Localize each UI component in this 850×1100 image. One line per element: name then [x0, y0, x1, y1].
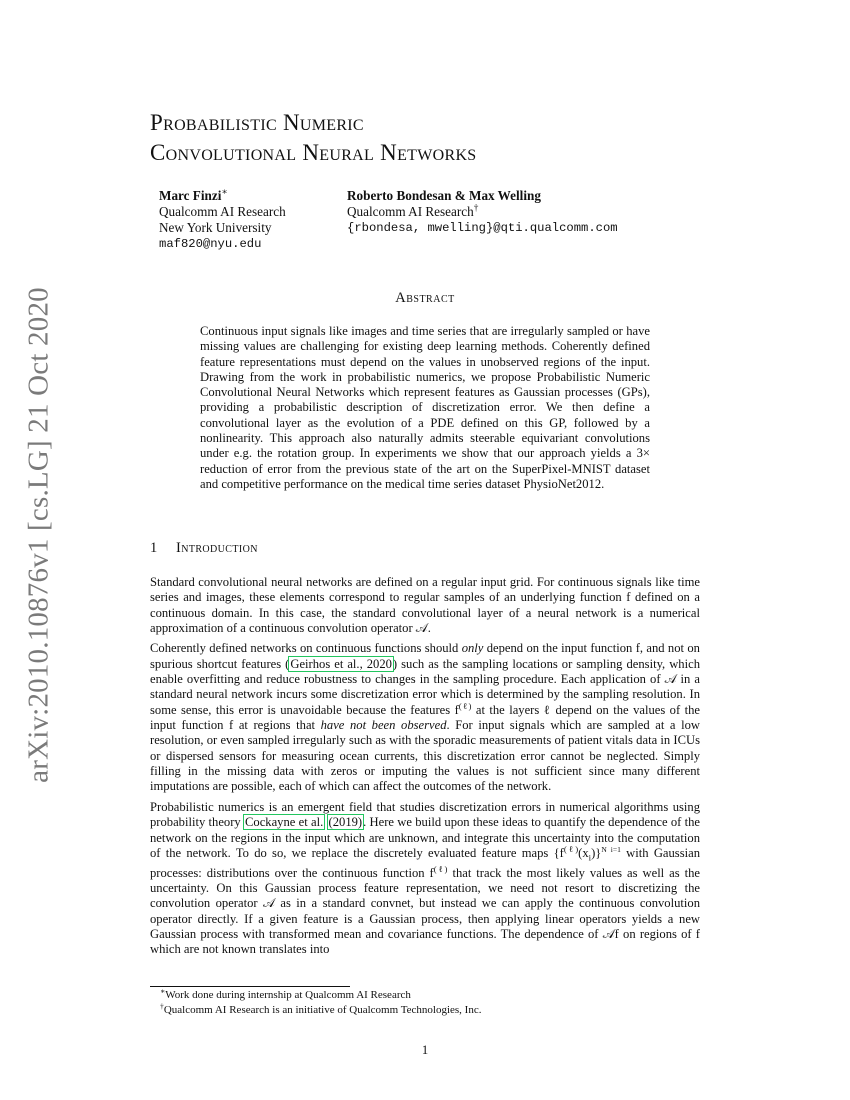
footnote-1: ∗Work done during internship at Qualcomm AI Research	[160, 986, 411, 1001]
section-heading	[150, 540, 258, 557]
author-mark: †	[473, 202, 479, 213]
abstract-text: Continuous input signals like images and time series that are irregularly sampled or have missing values are challenging for existing deep learning methods. Coherently defined feature representations must depend on the values in unobserved regions of the input. Drawing from the work in probabilistic numerics, we propose Probabilistic Numeric Convolutional Neural Networks which represent features as Gaussian processes (GPs), providing a probabilistic description of discretization error. We then define a convolutional layer as the evolution of a PDE defined on this GP, followed by a nonlinearity. This approach also naturally admits steerable equivariant convolutions under e.g. the rotation group. In experiments we show that our approach yields a 3× reduction of error from the previous state of the art on the SuperPixel-MNIST dataset and competitive performance on the medical time series dataset PhysioNet2012.	[200, 324, 650, 491]
title-line-2: Convolutional Neural Networks	[150, 140, 477, 165]
author-mark: ∗	[221, 186, 228, 197]
section-title: Introduction	[176, 540, 258, 556]
citation-link[interactable]: Geirhos et al., 2020	[290, 656, 392, 671]
paragraph-1: Standard convolutional neural networks are defined on a regular input grid. For continuous signals like time series and images, these elements correspond to regular samples of an underlying function f defined on a continuous domain. In this case, the standard convolutional layer of a neural network is a numerical approximation of a continuous convolution operator 𝒜.	[150, 575, 700, 636]
author-email[interactable]: maf820@nyu.edu	[159, 237, 262, 251]
paper-title	[150, 108, 477, 168]
citation-link[interactable]: Cockayne et al.	[245, 815, 324, 830]
paragraph-2: Coherently defined networks on continuous functions should only depend on the input function f, and not on spurious shortcut features (Geirhos et al., 2020) such as the sampling locations or sampling density, which enable overfitting and reduce robustness to changes in the sampling procedure. Each application of 𝒜 in a standard neural network incurs some discretization error which is determined by the sampling resolution. In some sense, this error is unavoidable because the features $f^{(\ell)}$ at the layers ℓ depend on the values of the input function f at regions that have not been observed. For input signals which are sampled at a low resolution, or even sampled irregularly such as with the sporadic measurements of patient vitals data in ICUs or dispersed sensors for measuring ocean currents, this discretization error cannot be neglected. Simply filling in the missing data with zeros or imputing the values is not sufficient since many different imputations are possible, each of which can affect the outcomes of the network.	[150, 641, 700, 794]
footnote-2: †Qualcomm AI Research is an initiative of Qualcomm Technologies, Inc.	[160, 1000, 482, 1016]
author-right	[347, 188, 618, 236]
footnote-divider	[150, 986, 350, 987]
author-name: Marc Finzi	[159, 188, 222, 203]
footnotes	[160, 988, 481, 1017]
author-left	[159, 188, 286, 252]
page-number: 1	[421, 1043, 429, 1057]
author-affiliation: Qualcomm AI Research	[159, 204, 286, 219]
author-name: Roberto Bondesan & Max Welling	[347, 188, 541, 203]
arxiv-sidebar	[15, 287, 63, 783]
section-number: 1	[150, 540, 158, 556]
author-email[interactable]: {rbondesa, mwelling}@qti.qualcomm.com	[347, 221, 618, 235]
arxiv-identifier: arXiv:2010.10876v1 [cs.LG] 21 Oct 2020	[22, 287, 55, 783]
title-line-1: Probabilistic Numeric	[150, 110, 364, 135]
body-text	[150, 575, 700, 963]
author-affiliation: Qualcomm AI Research	[347, 204, 474, 219]
paragraph-3: Probabilistic numerics is an emergent field that studies discretization errors in numerical algorithms using probability theory Cockayne et al. (2019). Here we build upon these ideas to quantify the dependence of the network on the regions in the input which are unknown, and integrate this uncertainty into the computation of the network. To do so, we replace the discretely evaluated feature maps $\{f^{(\ell)}(x_i)\}^{N i=1}$ with Gaussian processes: distributions over the continuous function $f^{(\ell)}$ that track the most likely values as well as the uncertainty. On this Gaussian process feature representation, we need not resort to discretizing the convolution operator 𝒜 as in a standard convnet, but instead we can apply the continuous convolution operator directly. If a given feature is a Gaussian process, then applying linear operators yields a new Gaussian process with transformed mean and covariance functions. The dependence of 𝒜f on regions of f which are not known translates into	[150, 799, 701, 957]
author-affiliation: New York University	[159, 220, 272, 235]
abstract-heading: Abstract	[395, 290, 455, 306]
citation-link[interactable]: (2019)	[328, 815, 363, 830]
